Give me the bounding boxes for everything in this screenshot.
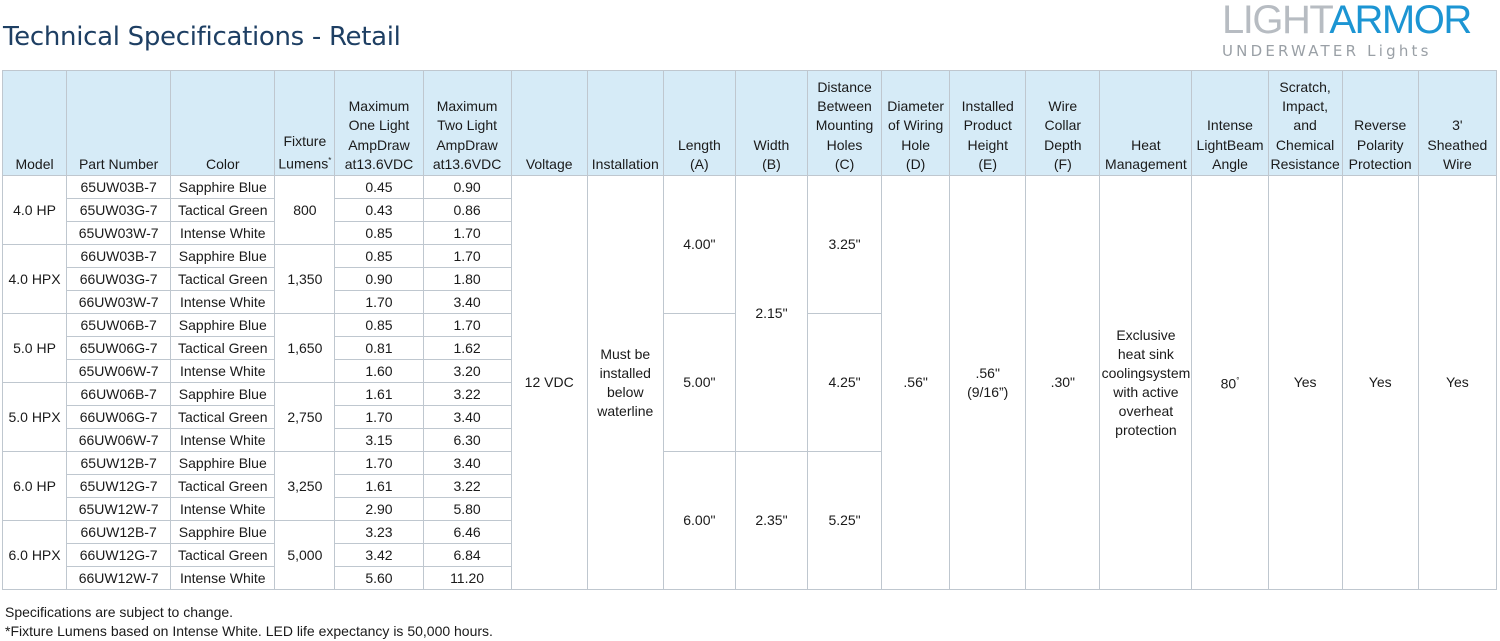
amp-value: 0.43 <box>365 201 393 218</box>
one-light-amp-cell <box>335 337 423 360</box>
one-light-amp-cell <box>335 360 423 383</box>
color-name: Tactical Green <box>178 546 268 563</box>
width-value: 2.35" <box>755 512 788 528</box>
column-header-line: (D) <box>905 155 926 172</box>
amp-value: 3.40 <box>453 454 481 471</box>
part-number-cell <box>67 475 171 498</box>
column-header-line: Reverse <box>1354 117 1407 134</box>
part-number: 65UW06B-7 <box>80 316 157 333</box>
one-light-amp-cell <box>335 452 423 475</box>
heat-management-cell <box>1100 176 1192 590</box>
color-name: Tactical Green <box>178 339 268 356</box>
column-header-line: Polarity <box>1356 136 1404 153</box>
footnote-lumens: *Fixture Lumens based on Intense White. LED life expectancy is 50,000 hours. <box>5 623 493 639</box>
amp-value: 3.23 <box>365 523 393 540</box>
part-number-cell <box>67 429 171 452</box>
model-cell <box>3 521 67 590</box>
part-number-cell <box>67 544 171 567</box>
part-number: 66UW12G-7 <box>79 546 158 563</box>
model-name: 4.0 HP <box>13 201 56 218</box>
mounting-holes-cell <box>808 452 882 590</box>
part-number: 66UW03B-7 <box>80 247 157 264</box>
amp-value: 3.42 <box>365 546 393 563</box>
model-cell <box>3 314 67 383</box>
model-cell <box>3 383 67 452</box>
color-cell <box>171 268 275 291</box>
column-header-line: Width <box>753 136 790 153</box>
part-number-cell <box>67 498 171 521</box>
column-header-line: Fixture <box>283 132 327 149</box>
part-number-cell <box>67 268 171 291</box>
amp-value: 0.85 <box>365 316 393 333</box>
column-header-line: Resistance <box>1270 155 1340 172</box>
color-cell <box>171 291 275 314</box>
amp-value: 1.70 <box>453 224 481 241</box>
wire-collar-value: .30" <box>1050 374 1076 390</box>
amp-value: 3.20 <box>453 362 481 379</box>
column-header-line: Color <box>206 155 240 172</box>
installation-line: installed <box>599 364 651 381</box>
lumens-value: 5,000 <box>287 546 323 563</box>
voltage-cell <box>511 176 587 590</box>
part-number: 65UW03B-7 <box>80 178 157 195</box>
one-light-amp-cell <box>335 245 423 268</box>
color-cell <box>171 544 275 567</box>
lumens-value: 800 <box>293 201 317 218</box>
column-header <box>950 71 1026 176</box>
color-cell <box>171 567 275 590</box>
part-number-cell <box>67 176 171 199</box>
footnote-marker: * <box>328 156 332 166</box>
column-header-line: Intense <box>1207 117 1253 134</box>
column-header <box>1100 71 1192 176</box>
column-header-line: 3' <box>1452 117 1463 134</box>
one-light-amp-cell <box>335 314 423 337</box>
color-cell <box>171 314 275 337</box>
column-header-line: Installed <box>961 98 1014 115</box>
length-cell <box>663 176 735 314</box>
amp-value: 1.70 <box>365 408 393 425</box>
two-light-amp-cell <box>423 314 511 337</box>
amp-value: 11.20 <box>450 569 485 586</box>
part-number-cell <box>67 222 171 245</box>
color-cell <box>171 475 275 498</box>
column-header-line: at13.6VDC <box>432 155 502 172</box>
column-header-line: Wire <box>1048 98 1078 115</box>
amp-value: 5.60 <box>365 569 393 586</box>
amp-value: 1.70 <box>365 293 393 310</box>
part-number-cell <box>67 452 171 475</box>
voltage-value: 12 VDC <box>524 374 574 390</box>
amp-value: 3.22 <box>453 385 481 402</box>
two-light-amp-cell <box>423 383 511 406</box>
column-header-line: (B) <box>762 155 781 172</box>
amp-value: 0.86 <box>453 201 481 218</box>
column-header-line: LightBeam <box>1196 136 1264 153</box>
column-header <box>335 71 423 176</box>
part-number: 65UW06W-7 <box>78 362 159 379</box>
column-header-line: (C) <box>834 155 855 172</box>
lumens-cell <box>275 245 335 314</box>
model-name: 6.0 HP <box>13 477 56 494</box>
footnote-change: Specifications are subject to change. <box>5 604 234 620</box>
color-cell <box>171 383 275 406</box>
color-cell <box>171 521 275 544</box>
heat-management-line: Exclusive <box>1116 326 1176 343</box>
column-header-line: AmpDraw <box>348 136 410 153</box>
color-name: Intense White <box>179 569 266 586</box>
column-header-line: Management <box>1105 155 1187 172</box>
part-number-cell <box>67 383 171 406</box>
heat-management-line: coolingsystem <box>1101 364 1191 381</box>
mounting-value: 3.25" <box>828 236 861 252</box>
column-header-line: (F) <box>1053 155 1072 172</box>
length-cell <box>663 314 735 452</box>
two-light-amp-cell <box>423 222 511 245</box>
model-cell <box>3 176 67 245</box>
part-number: 65UW12W-7 <box>78 500 159 517</box>
amp-value: 1.70 <box>453 247 481 264</box>
part-number: 65UW03W-7 <box>78 224 159 241</box>
part-number: 66UW06G-7 <box>79 408 158 425</box>
color-name: Tactical Green <box>178 201 268 218</box>
column-header-line: Scratch, <box>1279 78 1331 95</box>
column-header-line: Between <box>817 98 872 115</box>
width-value: 2.15" <box>755 305 788 321</box>
lumens-value: 3,250 <box>287 477 323 494</box>
color-name: Sapphire Blue <box>178 178 267 195</box>
two-light-amp-cell <box>423 521 511 544</box>
product-height-line: (9/16”) <box>967 383 1009 400</box>
column-header-line: One Light <box>348 117 410 134</box>
column-header-line: Model <box>15 155 54 172</box>
column-header-line: Part Number <box>78 155 159 172</box>
one-light-amp-cell <box>335 544 423 567</box>
model-name: 6.0 HPX <box>8 546 61 563</box>
beam-angle-cell <box>1192 176 1268 590</box>
logo-light-text: LIGHT <box>1222 0 1330 42</box>
two-light-amp-cell <box>423 176 511 199</box>
table-row <box>3 176 1497 199</box>
color-cell <box>171 222 275 245</box>
color-name: Intense White <box>179 224 266 241</box>
heat-management-line: with active <box>1113 383 1179 400</box>
one-light-amp-cell <box>335 406 423 429</box>
amp-value: 0.90 <box>453 178 481 195</box>
lumens-cell <box>275 452 335 521</box>
color-name: Intense White <box>179 293 266 310</box>
column-header <box>1268 71 1342 176</box>
column-header-line: Protection <box>1348 155 1412 172</box>
table-body <box>3 176 1497 590</box>
part-number: 66UW03W-7 <box>78 293 159 310</box>
column-header-line: Installation <box>591 155 659 172</box>
part-number: 66UW06W-7 <box>78 431 159 448</box>
column-header <box>1418 71 1496 176</box>
lumens-value: 1,650 <box>287 339 323 356</box>
column-header-line: Angle <box>1212 155 1248 172</box>
column-header-line: AmpDraw <box>436 136 498 153</box>
amp-value: 5.80 <box>453 500 481 517</box>
color-cell <box>171 498 275 521</box>
scratch-resistance-cell <box>1268 176 1342 590</box>
one-light-amp-cell <box>335 268 423 291</box>
length-value: 4.00" <box>683 236 716 252</box>
part-number-cell <box>67 521 171 544</box>
column-header-line: Maximum <box>436 98 498 115</box>
wire-collar-cell <box>1026 176 1100 590</box>
one-light-amp-cell <box>335 199 423 222</box>
part-number: 65UW06G-7 <box>79 339 158 356</box>
mounting-value: 5.25" <box>828 512 861 528</box>
heat-management-line: heat sink <box>1117 345 1174 362</box>
installation-cell <box>587 176 663 590</box>
color-cell <box>171 176 275 199</box>
amp-value: 1.70 <box>453 316 481 333</box>
two-light-amp-cell <box>423 544 511 567</box>
amp-value: 3.22 <box>453 477 481 494</box>
column-header-line: Two Light <box>437 117 498 134</box>
two-light-amp-cell <box>423 406 511 429</box>
logo-subtitle: UNDERWATER Lights <box>1222 42 1432 60</box>
column-header <box>511 71 587 176</box>
wiring-hole-value: .56" <box>903 374 928 390</box>
brand-logo <box>1222 0 1498 60</box>
part-number: 66UW03G-7 <box>79 270 158 287</box>
beam-angle-value: 80 <box>1220 375 1237 392</box>
model-name: 4.0 HPX <box>8 270 61 287</box>
amp-value: 6.46 <box>453 523 481 540</box>
column-header <box>1342 71 1418 176</box>
part-number: 66UW12W-7 <box>78 569 159 586</box>
column-header-line: Diameter <box>887 98 945 115</box>
one-light-amp-cell <box>335 291 423 314</box>
column-header <box>3 71 67 176</box>
color-name: Sapphire Blue <box>178 523 267 540</box>
installation-line: Must be <box>600 345 651 362</box>
two-light-amp-cell <box>423 291 511 314</box>
part-number: 65UW12B-7 <box>80 454 157 471</box>
two-light-amp-cell <box>423 245 511 268</box>
amp-value: 0.81 <box>365 339 393 356</box>
polarity-value: Yes <box>1368 374 1392 390</box>
amp-value: 1.61 <box>365 385 393 402</box>
column-header-line: of Wiring <box>888 117 944 134</box>
column-header-line: Holes <box>826 136 863 153</box>
width-cell <box>735 452 807 590</box>
color-name: Intense White <box>179 362 266 379</box>
color-cell <box>171 406 275 429</box>
column-header <box>1026 71 1100 176</box>
column-header <box>808 71 882 176</box>
amp-value: 0.85 <box>365 247 393 264</box>
part-number-cell <box>67 314 171 337</box>
wiring-hole-cell <box>882 176 950 590</box>
color-name: Intense White <box>179 500 266 517</box>
color-name: Tactical Green <box>178 477 268 494</box>
column-header-line: Length <box>677 136 721 153</box>
column-header <box>1192 71 1268 176</box>
column-header-line: Distance <box>817 78 872 95</box>
column-header-line: Hole <box>901 136 931 153</box>
part-number: 66UW12B-7 <box>80 523 157 540</box>
sheathed-value: Yes <box>1445 374 1469 390</box>
scratch-value: Yes <box>1293 374 1317 390</box>
column-header-line: Collar <box>1044 117 1082 134</box>
part-number: 66UW06B-7 <box>80 385 157 402</box>
color-name: Sapphire Blue <box>178 316 267 333</box>
column-header-line: Sheathed <box>1427 136 1488 153</box>
color-name: Sapphire Blue <box>178 247 267 264</box>
amp-value: 0.90 <box>365 270 393 287</box>
mounting-value: 4.25" <box>828 374 861 390</box>
amp-value: 1.70 <box>365 454 393 471</box>
column-header <box>882 71 950 176</box>
header-row <box>3 71 1497 176</box>
color-name: Intense White <box>179 431 266 448</box>
two-light-amp-cell <box>423 337 511 360</box>
amp-value: 6.84 <box>453 546 481 563</box>
two-light-amp-cell <box>423 268 511 291</box>
model-cell <box>3 245 67 314</box>
column-header <box>171 71 275 176</box>
model-cell <box>3 452 67 521</box>
one-light-amp-cell <box>335 222 423 245</box>
product-height-line: .56" <box>975 364 1000 381</box>
amp-value: 3.40 <box>453 293 481 310</box>
two-light-amp-cell <box>423 475 511 498</box>
degree-symbol: ° <box>1236 376 1240 386</box>
lumens-cell <box>275 314 335 383</box>
two-light-amp-cell <box>423 452 511 475</box>
column-header-line: Wire <box>1442 155 1472 172</box>
mounting-holes-cell <box>808 314 882 452</box>
two-light-amp-cell <box>423 360 511 383</box>
part-number-cell <box>67 360 171 383</box>
column-header-line: at13.6VDC <box>344 155 414 172</box>
one-light-amp-cell <box>335 567 423 590</box>
one-light-amp-cell <box>335 383 423 406</box>
reverse-polarity-cell <box>1342 176 1418 590</box>
amp-value: 1.61 <box>365 477 393 494</box>
color-cell <box>171 360 275 383</box>
column-header-line: (A) <box>690 155 709 172</box>
part-number-cell <box>67 406 171 429</box>
lumens-value: 1,350 <box>287 270 323 287</box>
specifications-table <box>2 70 1497 590</box>
column-header-line: Maximum <box>348 98 410 115</box>
color-cell <box>171 337 275 360</box>
column-header-line: Lumens <box>278 155 329 172</box>
part-number-cell <box>67 199 171 222</box>
logo-armor-text: ARMOR <box>1329 0 1471 42</box>
two-light-amp-cell <box>423 429 511 452</box>
heat-management-line: overheat <box>1118 402 1174 419</box>
column-header-line: Voltage <box>525 155 573 172</box>
lumens-cell <box>275 176 335 245</box>
amp-value: 1.62 <box>453 339 481 356</box>
column-header <box>275 71 335 176</box>
one-light-amp-cell <box>335 521 423 544</box>
column-header-line: (E) <box>978 155 998 172</box>
color-cell <box>171 245 275 268</box>
amp-value: 0.85 <box>365 224 393 241</box>
lumens-value: 2,750 <box>287 408 323 425</box>
column-header-line: Product <box>963 117 1012 134</box>
one-light-amp-cell <box>335 429 423 452</box>
lumens-cell <box>275 383 335 452</box>
amp-value: 3.40 <box>453 408 481 425</box>
length-value: 5.00" <box>683 374 716 390</box>
product-height-cell <box>950 176 1026 590</box>
column-header-line: Impact, <box>1282 98 1329 115</box>
one-light-amp-cell <box>335 498 423 521</box>
length-value: 6.00" <box>683 512 716 528</box>
installation-line: below <box>606 383 644 400</box>
footnotes <box>5 603 493 641</box>
color-cell <box>171 429 275 452</box>
column-header-line: Height <box>967 136 1008 153</box>
column-header <box>735 71 807 176</box>
column-header-line: and <box>1293 117 1317 134</box>
column-header <box>587 71 663 176</box>
amp-value: 0.45 <box>365 178 393 195</box>
amp-value: 3.15 <box>365 431 393 448</box>
model-name: 5.0 HP <box>13 339 56 356</box>
heat-management-line: protection <box>1115 421 1177 438</box>
column-header-line: Mounting <box>815 117 874 134</box>
part-number: 65UW03G-7 <box>79 201 158 218</box>
length-cell <box>663 452 735 590</box>
color-name: Sapphire Blue <box>178 385 267 402</box>
two-light-amp-cell <box>423 498 511 521</box>
part-number-cell <box>67 567 171 590</box>
column-header <box>67 71 171 176</box>
logo-wordmark <box>1222 0 1498 40</box>
column-header-line: Chemical <box>1275 136 1335 153</box>
two-light-amp-cell <box>423 199 511 222</box>
color-name: Tactical Green <box>178 408 268 425</box>
mounting-holes-cell <box>808 176 882 314</box>
one-light-amp-cell <box>335 475 423 498</box>
column-header-line: Heat <box>1131 136 1161 153</box>
width-cell <box>735 176 807 452</box>
two-light-amp-cell <box>423 567 511 590</box>
column-header <box>423 71 511 176</box>
amp-value: 1.80 <box>453 270 481 287</box>
part-number-cell <box>67 337 171 360</box>
part-number-cell <box>67 291 171 314</box>
color-cell <box>171 452 275 475</box>
installation-line: waterline <box>597 402 654 419</box>
color-name: Sapphire Blue <box>178 454 267 471</box>
part-number-cell <box>67 245 171 268</box>
page-title: Technical Specifications - Retail <box>3 22 401 52</box>
model-name: 5.0 HPX <box>8 408 61 425</box>
amp-value: 2.90 <box>365 500 393 517</box>
lumens-cell <box>275 521 335 590</box>
part-number: 65UW12G-7 <box>79 477 158 494</box>
amp-value: 6.30 <box>453 431 481 448</box>
color-cell <box>171 199 275 222</box>
column-header <box>663 71 735 176</box>
sheathed-wire-cell <box>1418 176 1496 590</box>
amp-value: 1.60 <box>365 362 393 379</box>
one-light-amp-cell <box>335 176 423 199</box>
color-name: Tactical Green <box>178 270 268 287</box>
column-header-line: Depth <box>1044 136 1082 153</box>
